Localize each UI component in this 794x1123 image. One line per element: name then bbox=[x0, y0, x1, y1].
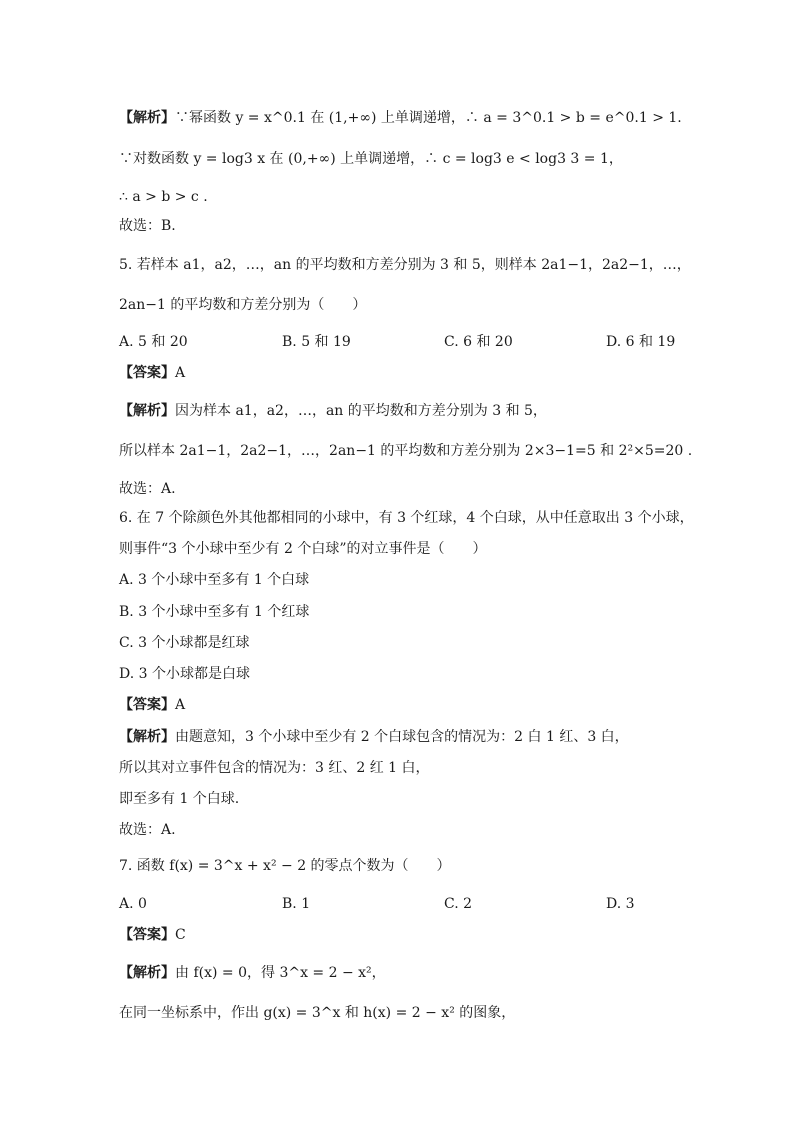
q5-analysis-line1 bbox=[119, 402, 547, 420]
q5-answer-tag: 【答案】 bbox=[119, 365, 175, 381]
q5-option-d: D. 6 和 19 bbox=[606, 334, 676, 350]
q5-answer bbox=[119, 364, 185, 382]
q5-option-b: B. 5 和 19 bbox=[282, 334, 351, 350]
q7-stem: 7. 函数 f(x) = 3^x + x² − 2 的零点个数为（ ） bbox=[119, 858, 451, 874]
q6-option-b: B. 3 个小球中至多有 1 个红球 bbox=[119, 604, 310, 620]
q7-answer-tag: 【答案】 bbox=[119, 927, 175, 943]
q5-option-a: A. 5 和 20 bbox=[119, 334, 188, 350]
q6-stem-line1: 6. 在 7 个除颜色外其他都相同的小球中，有 3 个红球，4 个白球，从中任意取出 3 个小球， bbox=[119, 510, 694, 526]
q6-conclusion: 故选：A. bbox=[119, 822, 176, 838]
q6-option-d: D. 3 个小球都是白球 bbox=[119, 666, 250, 682]
q6-answer bbox=[119, 696, 185, 714]
q5-conclusion: 故选：A. bbox=[119, 481, 176, 497]
q7-option-c: C. 2 bbox=[444, 896, 473, 912]
q6-analysis-line3: 即至多有 1 个白球. bbox=[119, 791, 240, 807]
q7-analysis-line1 bbox=[119, 964, 386, 982]
q5-analysis-line1-text: 因为样本 a1，a2，…，an 的平均数和方差分别为 3 和 5， bbox=[175, 403, 547, 419]
q6-option-a: A. 3 个小球中至多有 1 个白球 bbox=[119, 572, 310, 588]
q5-option-c: C. 6 和 20 bbox=[444, 334, 513, 350]
q4-analysis-line1-text: ∵幂函数 y = x^0.1 在 (1,+∞) 上单调递增，∴ a = 3^0.1 > b = e^0.1 > 1. bbox=[175, 110, 682, 126]
q4-analysis-line2: ∵对数函数 y = log3 x 在 (0,+∞) 上单调递增，∴ c = log3 e < log3 3 = 1， bbox=[119, 151, 623, 167]
q6-option-c: C. 3 个小球都是红球 bbox=[119, 635, 250, 651]
q7-analysis-line2: 在同一坐标系中，作出 g(x) = 3^x 和 h(x) = 2 − x² 的图象， bbox=[119, 1005, 516, 1021]
q7-analysis-tag: 【解析】 bbox=[119, 965, 175, 981]
q7-option-b: B. 1 bbox=[282, 896, 311, 912]
q7-option-a: A. 0 bbox=[119, 896, 147, 912]
q6-analysis-line2: 所以其对立事件包含的情况为：3 红、2 红 1 白， bbox=[119, 760, 430, 776]
q6-answer-tag: 【答案】 bbox=[119, 697, 175, 713]
q7-option-d: D. 3 bbox=[606, 896, 635, 912]
q6-answer-value: A bbox=[175, 697, 186, 713]
q7-answer bbox=[119, 926, 186, 944]
q6-analysis-tag: 【解析】 bbox=[119, 729, 175, 745]
q4-analysis-line3: ∴ a > b > c . bbox=[119, 189, 208, 205]
q5-analysis-tag: 【解析】 bbox=[119, 403, 175, 419]
q5-analysis-line2: 所以样本 2a1−1，2a2−1，…，2an−1 的平均数和方差分别为 2×3−1=5 和 2²×5=20 . bbox=[119, 443, 693, 459]
q5-answer-value: A bbox=[175, 365, 186, 381]
q4-conclusion: 故选：B. bbox=[119, 218, 176, 234]
q4-analysis-line1 bbox=[119, 109, 682, 127]
q6-stem-line2: 则事件“3 个小球中至少有 2 个白球”的对立事件是（ ） bbox=[119, 541, 487, 557]
q5-stem-line2: 2an−1 的平均数和方差分别为（ ） bbox=[119, 297, 367, 313]
q6-analysis-line1 bbox=[119, 728, 629, 746]
q7-answer-value: C bbox=[175, 927, 186, 943]
q4-analysis-tag: 【解析】 bbox=[119, 110, 175, 126]
q7-analysis-line1-text: 由 f(x) = 0，得 3^x = 2 − x²， bbox=[175, 965, 386, 981]
q6-analysis-line1-text: 由题意知，3 个小球中至少有 2 个白球包含的情况为：2 白 1 红、3 白， bbox=[175, 729, 629, 745]
q5-stem-line1: 5. 若样本 a1，a2，…，an 的平均数和方差分别为 3 和 5，则样本 2a1−1，2a2−1，…， bbox=[119, 257, 691, 273]
